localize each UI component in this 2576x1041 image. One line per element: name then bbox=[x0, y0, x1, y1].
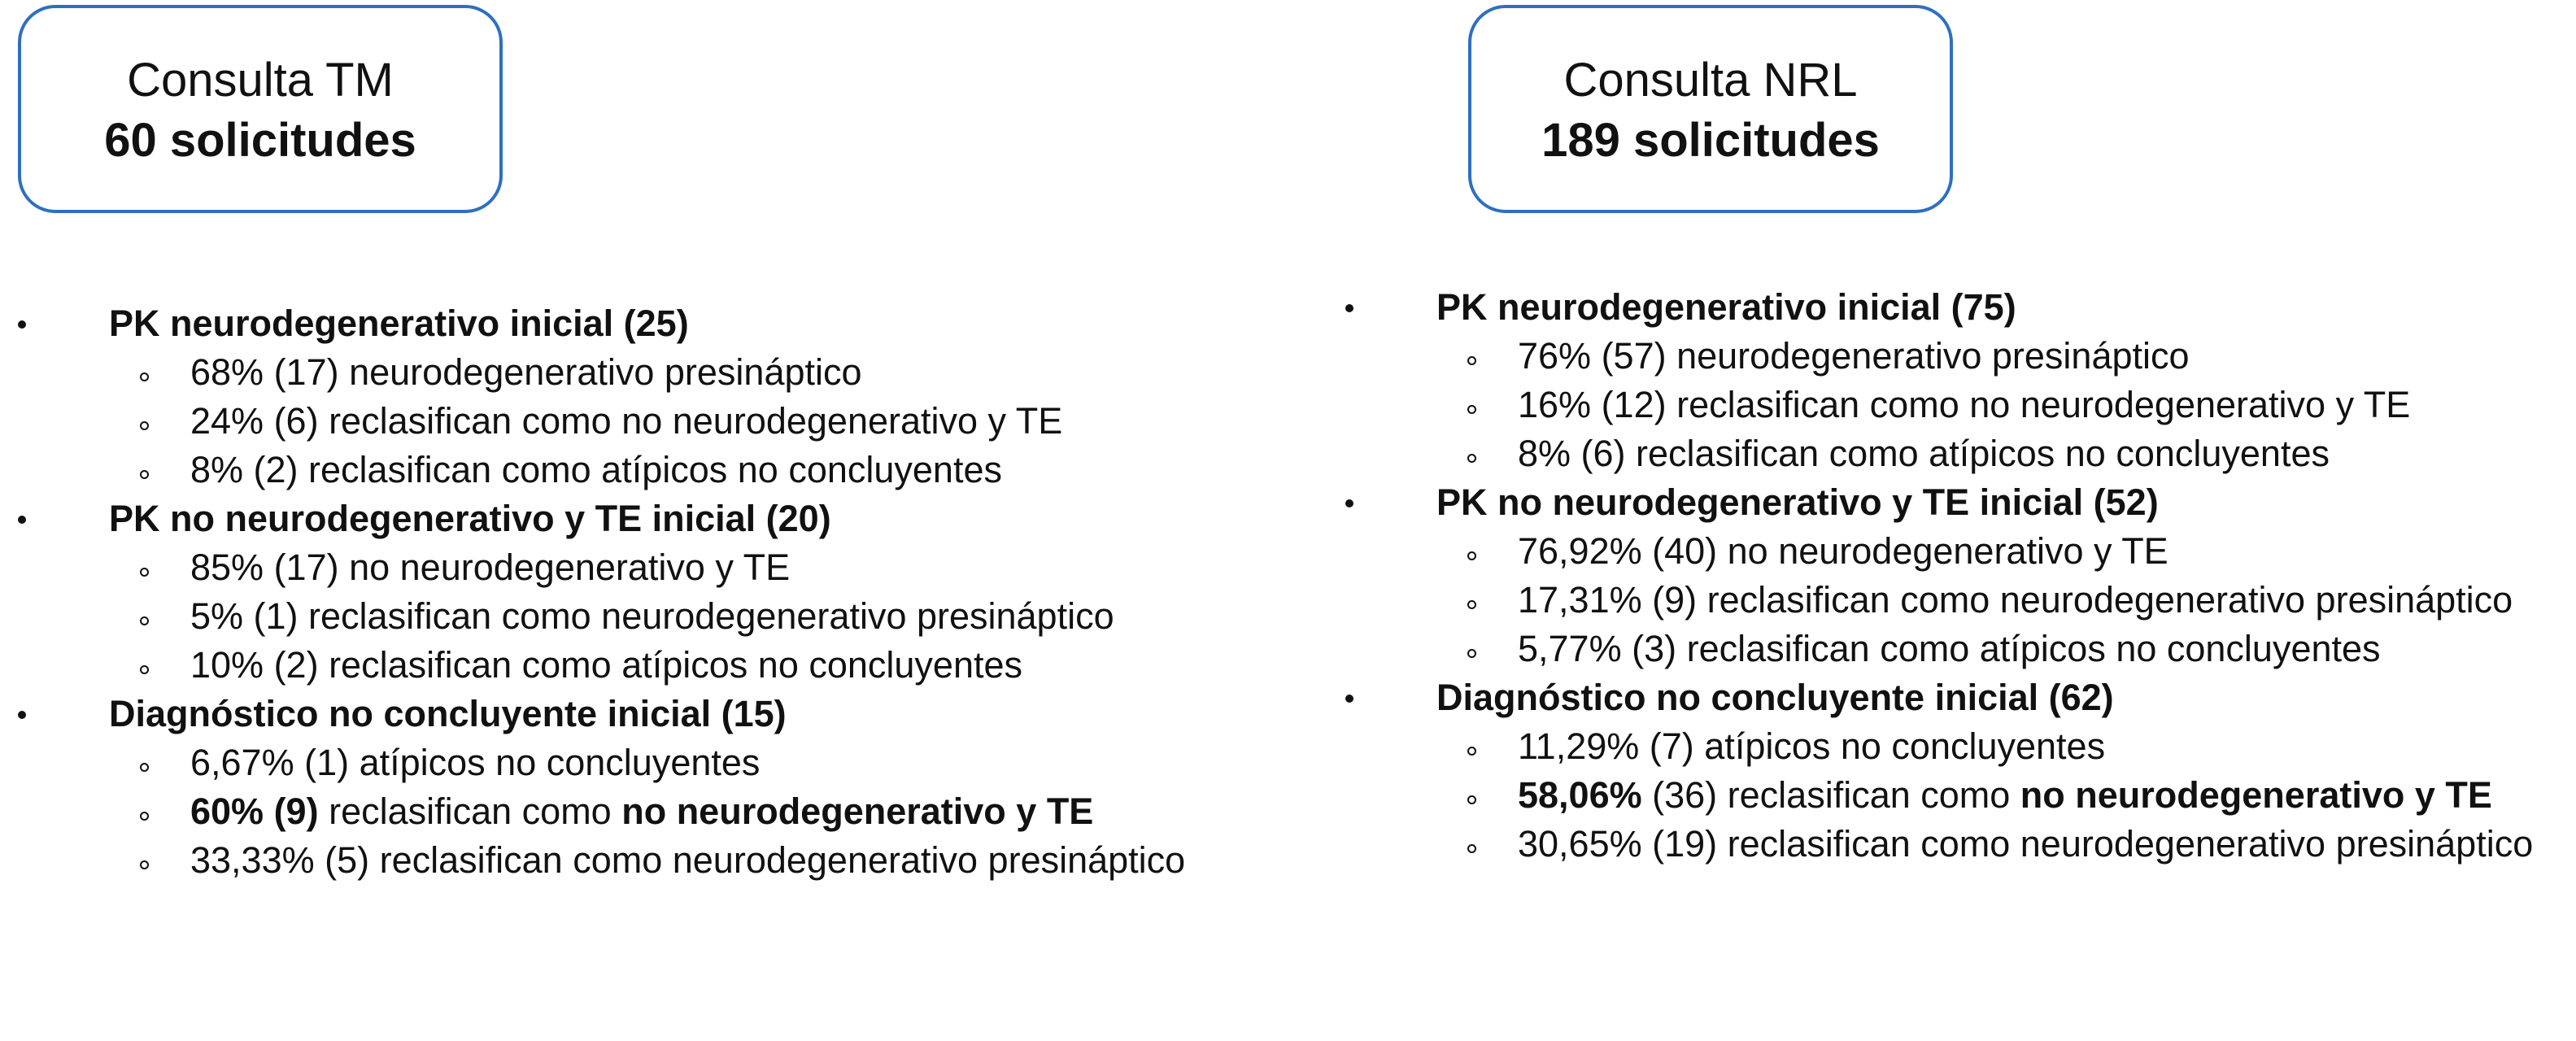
outcome-text: 24% (6) reclasifican como no neurodegenerativo y TE bbox=[190, 400, 1063, 442]
outcome-item bbox=[18, 836, 1352, 885]
bullet-dot-icon bbox=[1345, 304, 1353, 312]
bullet-circle-icon bbox=[1467, 747, 1476, 756]
outcome-text: 16% (12) reclasifican como no neurodegenerativo y TE bbox=[1518, 384, 2411, 425]
consulta-nrl-list bbox=[1345, 283, 2565, 869]
outcome-text: 33,33% (5) reclasifican como neurodegenerativo presináptico bbox=[190, 839, 1186, 881]
consulta-tm-title: Consulta TM bbox=[127, 54, 394, 107]
category-label: Diagnóstico no concluyente inicial (15) bbox=[109, 693, 787, 734]
consulta-tm-box bbox=[18, 5, 503, 213]
bullet-circle-icon bbox=[1467, 551, 1476, 560]
outcome-item bbox=[18, 787, 1352, 836]
outcome-text: 30,65% (19) reclasifican como neurodegenerativo presináptico bbox=[1518, 823, 2534, 865]
outcome-item bbox=[18, 348, 1352, 397]
category-label: PK neurodegenerativo inicial (75) bbox=[1436, 286, 2016, 328]
bullet-circle-icon bbox=[1467, 356, 1476, 365]
outcome-text: 76,92% (40) no neurodegenerativo y TE bbox=[1518, 530, 2168, 572]
outcome-item bbox=[1345, 722, 2565, 771]
bullet-circle-icon bbox=[140, 616, 149, 625]
consulta-tm-list bbox=[18, 299, 1352, 885]
category-label: Diagnóstico no concluyente inicial (62) bbox=[1436, 677, 2114, 718]
category-label: PK no neurodegenerativo y TE inicial (20) bbox=[109, 498, 831, 539]
outcome-text: 6,67% (1) atípicos no concluyentes bbox=[190, 742, 761, 783]
bullet-circle-icon bbox=[140, 421, 149, 430]
bullet-circle-icon bbox=[140, 665, 149, 674]
bullet-dot-icon bbox=[1345, 695, 1353, 703]
bullet-circle-icon bbox=[1467, 649, 1476, 658]
category-heading bbox=[18, 494, 1352, 543]
bullet-circle-icon bbox=[140, 763, 149, 772]
outcome-item bbox=[18, 641, 1352, 690]
category-group bbox=[1345, 673, 2565, 869]
bullet-circle-icon bbox=[140, 568, 149, 577]
category-heading bbox=[18, 690, 1352, 738]
outcome-text: 76% (57) neurodegenerativo presináptico bbox=[1518, 335, 2190, 377]
consulta-nrl-title: Consulta NRL bbox=[1563, 54, 1858, 107]
outcome-item bbox=[1345, 429, 2565, 478]
outcome-text-emphasis: 58,06% bbox=[1518, 774, 1642, 816]
outcome-text-emphasis: no neurodegenerativo y TE bbox=[621, 791, 1094, 832]
consulta-nrl-count: 189 solicitudes bbox=[1541, 114, 1880, 167]
outcome-item bbox=[1345, 771, 2565, 820]
outcome-item bbox=[18, 446, 1352, 494]
outcome-item bbox=[1345, 381, 2565, 429]
category-group bbox=[1345, 283, 2565, 478]
bullet-dot-icon bbox=[18, 320, 26, 329]
outcome-text: 8% (2) reclasifican como atípicos no concluyentes bbox=[190, 449, 1002, 490]
category-group bbox=[1345, 478, 2565, 673]
category-label: PK no neurodegenerativo y TE inicial (52) bbox=[1436, 481, 2159, 523]
outcome-text: 10% (2) reclasifican como atípicos no concluyentes bbox=[190, 644, 1023, 686]
outcome-item bbox=[18, 397, 1352, 446]
category-heading bbox=[1345, 673, 2565, 722]
outcome-item bbox=[18, 543, 1352, 592]
bullet-dot-icon bbox=[18, 711, 26, 719]
outcome-item bbox=[1345, 576, 2565, 625]
outcome-text: 17,31% (9) reclasifican como neurodegenerativo presináptico bbox=[1518, 579, 2513, 621]
outcome-text: 11,29% (7) atípicos no concluyentes bbox=[1518, 725, 2106, 767]
outcome-item bbox=[1345, 527, 2565, 576]
category-heading bbox=[1345, 478, 2565, 527]
category-group bbox=[18, 690, 1352, 885]
outcome-item bbox=[18, 592, 1352, 641]
category-heading bbox=[18, 299, 1352, 348]
outcome-item bbox=[18, 738, 1352, 787]
bullet-dot-icon bbox=[18, 516, 26, 524]
category-group bbox=[18, 299, 1352, 494]
bullet-circle-icon bbox=[140, 812, 149, 821]
bullet-circle-icon bbox=[140, 860, 149, 869]
category-heading bbox=[1345, 283, 2565, 332]
bullet-circle-icon bbox=[1467, 454, 1476, 463]
bullet-circle-icon bbox=[1467, 795, 1476, 804]
bullet-circle-icon bbox=[1467, 405, 1476, 414]
outcome-text: 5% (1) reclasifican como neurodegenerativo presináptico bbox=[190, 595, 1114, 637]
outcome-text: (36) reclasifican como bbox=[1641, 774, 2020, 816]
outcome-item bbox=[1345, 625, 2565, 673]
outcome-text-emphasis: no neurodegenerativo y TE bbox=[2020, 774, 2492, 816]
category-group bbox=[18, 494, 1352, 690]
bullet-circle-icon bbox=[1467, 844, 1476, 853]
category-label: PK neurodegenerativo inicial (25) bbox=[109, 303, 689, 344]
outcome-text: 5,77% (3) reclasifican como atípicos no concluyentes bbox=[1518, 628, 2381, 669]
outcome-text: 85% (17) no neurodegenerativo y TE bbox=[190, 547, 791, 588]
outcome-item bbox=[1345, 332, 2565, 381]
bullet-circle-icon bbox=[140, 470, 149, 479]
bullet-circle-icon bbox=[1467, 600, 1476, 609]
consulta-tm-count: 60 solicitudes bbox=[104, 114, 416, 167]
outcome-text: reclasifican como bbox=[318, 791, 622, 832]
outcome-text: 68% (17) neurodegenerativo presináptico bbox=[190, 351, 862, 393]
outcome-text: 8% (6) reclasifican como atípicos no concluyentes bbox=[1518, 433, 2330, 474]
outcome-text-emphasis: 60% (9) bbox=[190, 791, 319, 832]
consulta-nrl-box bbox=[1468, 5, 1953, 213]
bullet-circle-icon bbox=[140, 372, 149, 381]
bullet-dot-icon bbox=[1345, 499, 1353, 507]
outcome-item bbox=[1345, 820, 2565, 869]
